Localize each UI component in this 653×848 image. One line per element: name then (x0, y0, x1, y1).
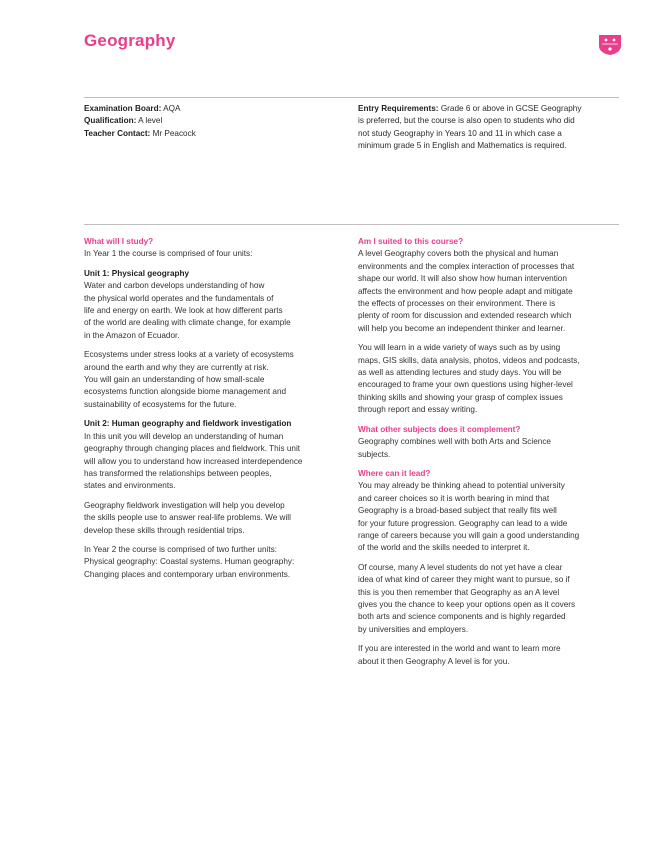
suited-line: environments and the complex interaction of processes that (358, 261, 575, 271)
exam-board-value: AQA (163, 104, 181, 113)
lead-heading: Where can it lead? (358, 468, 431, 478)
top-divider (84, 97, 619, 98)
year2-line: In Year 2 the course is comprised of two further units: (84, 544, 277, 554)
unit2-line: will allow you to understand how increased interdependence (84, 456, 303, 466)
teacher-contact-line (84, 128, 334, 140)
lead-line: range of careers because you will gain a good understanding (358, 530, 580, 540)
suited-line: maps, GIS skills, data analysis, photos, videos and podcasts, (358, 355, 580, 365)
teacher-contact-value: Mr Peacock (152, 128, 196, 138)
right-column (358, 236, 622, 668)
entry-requirements (358, 103, 620, 153)
unit2-line: the skills people use to answer real-life problems. We will (84, 513, 291, 523)
lead-line: for your future progression. Geography can lead to a wide (358, 518, 568, 528)
study-intro: In Year 1 the course is comprised of four units: (84, 249, 253, 259)
lead-line: and career choices so it is worth bearing in mind that (358, 493, 550, 503)
qualification-value: A level (138, 116, 163, 126)
lead-line: Of course, many A level students do not yet have a clear (358, 562, 563, 572)
unit1-heading: Unit 1: Physical geography (84, 268, 190, 278)
lead-line: this is you then remember that Geography as an A level (358, 587, 560, 597)
unit2-line: states and environments. (84, 481, 176, 491)
unit2-line: geography through changing places and fieldwork. This unit (84, 444, 301, 454)
lead-line: If you are interested in the world and want to learn more (358, 644, 561, 654)
suited-line: encouraged to frame your own questions using higher-level (358, 380, 573, 390)
lead-line: by universities and employers. (358, 624, 469, 634)
unit1-line: ecosystems function alongside biome management and (84, 387, 287, 397)
unit1-line: the physical world operates and the fundamentals of (84, 293, 274, 303)
exam-board-label: Examination Board: (84, 104, 162, 113)
complement-heading: What other subjects does it complement? (358, 424, 521, 434)
year2-line: Physical geography: Coastal systems. Human geography: (84, 557, 295, 567)
teacher-contact-label: Teacher Contact: (84, 128, 151, 138)
entry-line: Grade 6 or above in GCSE Geography (440, 104, 582, 113)
suited-line: through report and essay writing. (358, 405, 478, 415)
lead-line: idea of what kind of career they might want to pursue, so if (358, 575, 570, 585)
unit1-line: of the world are dealing with climate change, for example (84, 318, 291, 328)
page-title: Geography (84, 31, 176, 50)
qualification-label: Qualification: (84, 116, 137, 126)
suited-line: the effects of processes on their environment. There is (358, 299, 556, 309)
unit1-line: Water and carbon develops understanding of how (84, 281, 265, 291)
exam-board-line (84, 103, 334, 115)
lead-line: You may already be thinking ahead to potential university (358, 481, 565, 491)
suited-line: affects the environment and how people adapt and mitigate (358, 286, 573, 296)
suited-line: will help you become an independent thinker and learner. (358, 323, 566, 333)
entry-line: not study Geography in Years 10 and 11 in which case a (358, 128, 562, 138)
lead-line: Geography is a broad-based subject that really fits well (358, 506, 557, 516)
suited-line: A level Geography covers both the physical and human (358, 249, 559, 259)
unit1-line: around the earth and why they are currently at risk. (84, 362, 269, 372)
suited-line: plenty of room for discussion and extended research which (358, 311, 572, 321)
complement-line: Geography combines well with both Arts and Science (358, 437, 551, 447)
unit1-line: in the Amazon of Ecuador. (84, 330, 180, 340)
unit2-line: develop these skills through residential trips. (84, 525, 245, 535)
unit1-line: sustainability of ecosystems for the future. (84, 399, 237, 409)
qualification-line (84, 115, 334, 127)
suited-line: as well as attending lectures and study days. You will be (358, 368, 562, 378)
lead-line: about it then Geography A level is for you. (358, 656, 510, 666)
left-column (84, 236, 346, 581)
unit1-line: You will gain an understanding of how small-scale (84, 375, 265, 385)
suited-line: shape our world. It will also show how human intervention (358, 274, 567, 284)
school-crest-logo (598, 34, 622, 56)
course-meta (84, 103, 334, 140)
suited-heading: Am I suited to this course? (358, 237, 464, 246)
complement-line: subjects. (358, 449, 391, 459)
lead-line: of the world and the skills needed to interpret it. (358, 543, 530, 553)
unit2-line: Geography fieldwork investigation will help you develop (84, 500, 285, 510)
lead-line: gives you the chance to keep your options open as it covers (358, 599, 576, 609)
entry-line: minimum grade 5 in English and Mathematics is required. (358, 141, 567, 151)
lead-line: both arts and science components and is highly regarded (358, 612, 566, 622)
unit2-line: has transformed the relationships between peoples, (84, 468, 272, 478)
unit1-line: Ecosystems under stress looks at a variety of ecosystems (84, 350, 294, 360)
study-heading: What will I study? (84, 237, 154, 246)
middle-divider (84, 224, 619, 225)
year2-line: Changing places and contemporary urban environments. (84, 569, 291, 579)
unit2-heading: Unit 2: Human geography and fieldwork investigation (84, 419, 292, 429)
suited-line: You will learn in a wide variety of ways such as by using (358, 343, 561, 353)
entry-line: is preferred, but the course is also open to students who did (358, 116, 575, 126)
unit1-line: life and energy on earth. We look at how different parts (84, 306, 283, 316)
entry-requirements-label: Entry Requirements: (358, 104, 439, 113)
unit2-line: In this unit you will develop an understanding of human (84, 431, 284, 441)
suited-line: thinking skills and showing your grasp of complex issues (358, 392, 563, 402)
